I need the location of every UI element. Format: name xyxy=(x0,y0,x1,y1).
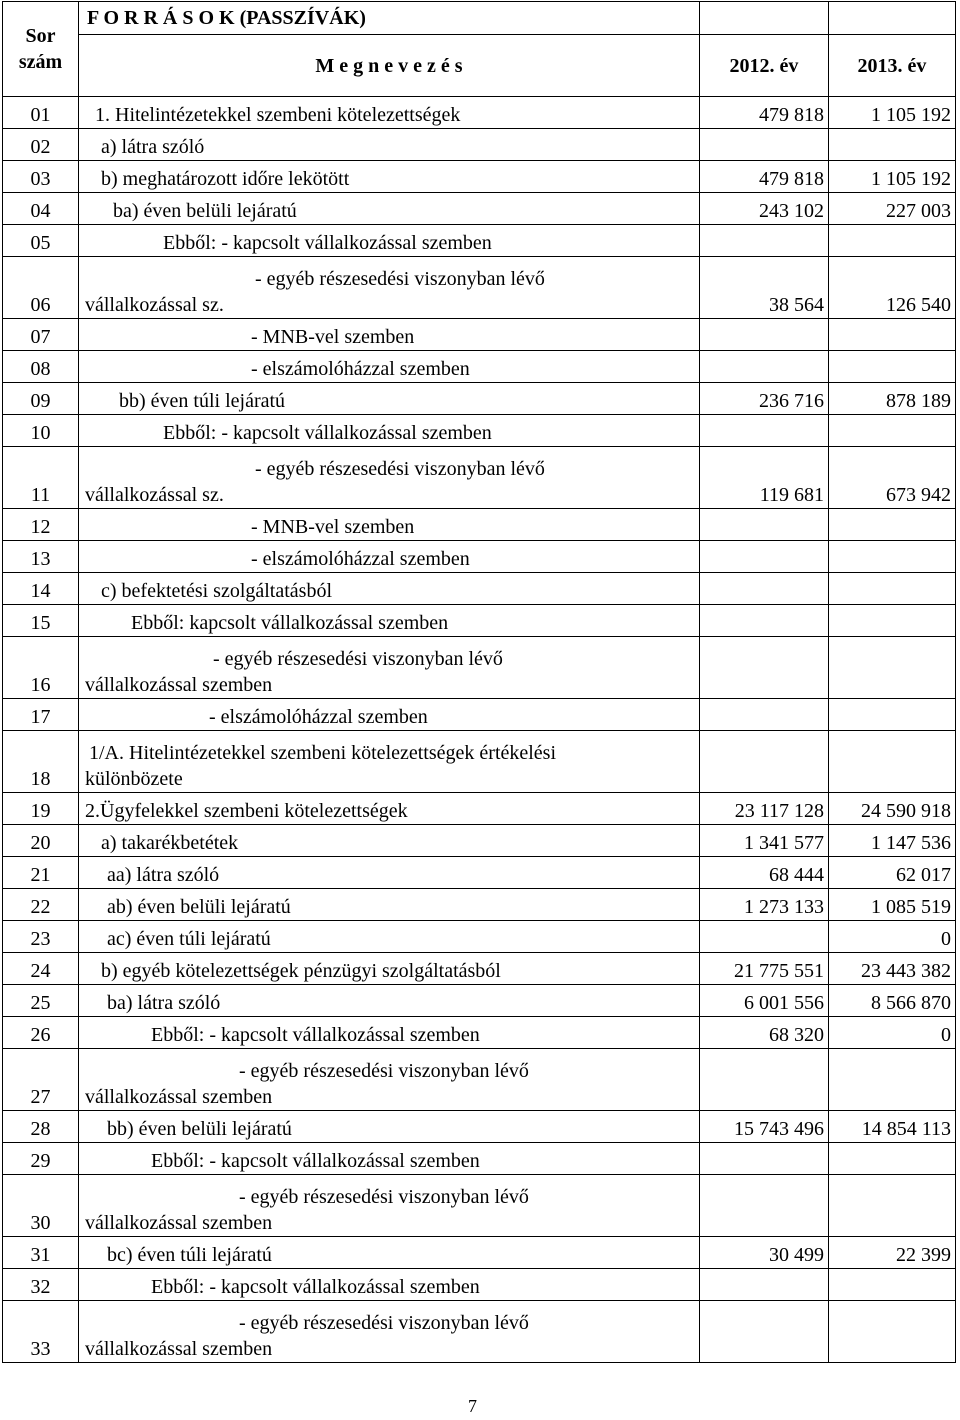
value-2013 xyxy=(829,1049,956,1111)
row-label: a) látra szóló xyxy=(79,129,700,161)
col-header-sor-line1: Sor xyxy=(25,25,56,47)
row-number: 10 xyxy=(3,415,79,447)
table-row xyxy=(3,731,956,793)
table-row xyxy=(3,1111,956,1143)
table-row xyxy=(3,1175,956,1237)
row-number: 02 xyxy=(3,129,79,161)
table-row xyxy=(3,1269,956,1301)
row-number: 17 xyxy=(3,699,79,731)
table-row xyxy=(3,193,956,225)
table-row xyxy=(3,985,956,1017)
value-2012 xyxy=(700,637,829,699)
row-number: 01 xyxy=(3,97,79,129)
row-label: ba) éven belüli lejáratú xyxy=(79,193,700,225)
row-number: 13 xyxy=(3,541,79,573)
row-label-line2: különbözete xyxy=(85,768,183,790)
row-number: 32 xyxy=(3,1269,79,1301)
row-label-line1: 1/A. Hitelintézetekkel szembeni kötelezettségek értékelési xyxy=(89,742,557,764)
row-number: 28 xyxy=(3,1111,79,1143)
row-number: 20 xyxy=(3,825,79,857)
row-number: 14 xyxy=(3,573,79,605)
value-2012 xyxy=(700,541,829,573)
row-label: ac) éven túli lejáratú xyxy=(79,921,700,953)
row-label-line2: vállalkozással szemben xyxy=(85,674,273,696)
value-2013: 62 017 xyxy=(829,857,956,889)
value-2012 xyxy=(700,129,829,161)
value-2012 xyxy=(700,605,829,637)
value-2013 xyxy=(829,225,956,257)
table-row xyxy=(3,857,956,889)
value-2013: 126 540 xyxy=(829,257,956,319)
value-2013: 24 590 918 xyxy=(829,793,956,825)
table-row xyxy=(3,1301,956,1363)
value-2012 xyxy=(700,1269,829,1301)
table-row xyxy=(3,161,956,193)
value-2012 xyxy=(700,921,829,953)
table-row xyxy=(3,825,956,857)
value-2012: 236 716 xyxy=(700,383,829,415)
value-2013 xyxy=(829,1175,956,1237)
table-row xyxy=(3,921,956,953)
row-label: 2.Ügyfelekkel szembeni kötelezettségek xyxy=(79,793,700,825)
row-label xyxy=(79,1301,700,1363)
table-row xyxy=(3,319,956,351)
row-number: 07 xyxy=(3,319,79,351)
row-label xyxy=(79,637,700,699)
row-label: - MNB-vel szemben xyxy=(79,319,700,351)
value-2012: 38 564 xyxy=(700,257,829,319)
value-2013 xyxy=(829,415,956,447)
row-number: 31 xyxy=(3,1237,79,1269)
row-label: 1. Hitelintézetekkel szembeni kötelezettségek xyxy=(79,97,700,129)
row-label: - elszámolóházzal szemben xyxy=(79,351,700,383)
row-label: - MNB-vel szemben xyxy=(79,509,700,541)
row-number: 09 xyxy=(3,383,79,415)
value-2012: 21 775 551 xyxy=(700,953,829,985)
value-2012: 119 681 xyxy=(700,447,829,509)
row-label: bb) éven belüli lejáratú xyxy=(79,1111,700,1143)
value-2013: 8 566 870 xyxy=(829,985,956,1017)
value-2013 xyxy=(829,509,956,541)
row-label-line2: vállalkozással szemben xyxy=(85,1086,273,1108)
row-label xyxy=(79,731,700,793)
value-2013 xyxy=(829,605,956,637)
row-label-line1: - egyéb részesedési viszonyban lévő xyxy=(239,1312,529,1334)
row-number: 26 xyxy=(3,1017,79,1049)
row-label xyxy=(79,1175,700,1237)
value-2012: 30 499 xyxy=(700,1237,829,1269)
value-2013: 23 443 382 xyxy=(829,953,956,985)
value-2012 xyxy=(700,1301,829,1363)
row-number: 08 xyxy=(3,351,79,383)
value-2013 xyxy=(829,637,956,699)
row-label: Ebből: - kapcsolt vállalkozással szemben xyxy=(79,225,700,257)
table-row xyxy=(3,129,956,161)
row-number: 33 xyxy=(3,1301,79,1363)
header-row-columns xyxy=(3,35,956,97)
value-2012: 243 102 xyxy=(700,193,829,225)
value-2012: 68 444 xyxy=(700,857,829,889)
value-2012 xyxy=(700,731,829,793)
row-label-line2: vállalkozással sz. xyxy=(85,294,224,316)
row-label: bb) éven túli lejáratú xyxy=(79,383,700,415)
value-2013 xyxy=(829,1143,956,1175)
value-2012: 6 001 556 xyxy=(700,985,829,1017)
row-number: 16 xyxy=(3,637,79,699)
table-row xyxy=(3,1017,956,1049)
row-label-line1: - egyéb részesedési viszonyban lévő xyxy=(255,458,545,480)
value-2013: 227 003 xyxy=(829,193,956,225)
row-number: 11 xyxy=(3,447,79,509)
value-2012 xyxy=(700,1175,829,1237)
row-label-line2: vállalkozással sz. xyxy=(85,484,224,506)
value-2013: 1 105 192 xyxy=(829,97,956,129)
row-label: ab) éven belüli lejáratú xyxy=(79,889,700,921)
row-number: 19 xyxy=(3,793,79,825)
value-2012: 15 743 496 xyxy=(700,1111,829,1143)
row-label: bc) éven túli lejáratú xyxy=(79,1237,700,1269)
value-2012 xyxy=(700,573,829,605)
row-label-line1: - egyéb részesedési viszonyban lévő xyxy=(213,648,503,670)
row-number: 18 xyxy=(3,731,79,793)
value-2013 xyxy=(829,541,956,573)
table-row xyxy=(3,257,956,319)
table-row xyxy=(3,889,956,921)
col-header-name: M e g n e v e z é s xyxy=(79,35,700,97)
col-header-sor-line2: szám xyxy=(18,51,63,73)
value-2012 xyxy=(700,319,829,351)
value-2012 xyxy=(700,1143,829,1175)
value-2012: 1 341 577 xyxy=(700,825,829,857)
table-row xyxy=(3,605,956,637)
row-label: - elszámolóházzal szemben xyxy=(79,699,700,731)
table-title: F O R R Á S O K (PASSZÍVÁK) xyxy=(79,2,700,35)
row-number: 15 xyxy=(3,605,79,637)
value-2013: 1 085 519 xyxy=(829,889,956,921)
header-row-title xyxy=(3,2,956,35)
value-2013: 878 189 xyxy=(829,383,956,415)
value-2013 xyxy=(829,351,956,383)
table-row xyxy=(3,415,956,447)
row-number: 21 xyxy=(3,857,79,889)
table-row xyxy=(3,1237,956,1269)
row-label: Ebből: - kapcsolt vállalkozással szemben xyxy=(79,1269,700,1301)
table-row xyxy=(3,225,956,257)
value-2013 xyxy=(829,1301,956,1363)
row-number: 29 xyxy=(3,1143,79,1175)
value-2013 xyxy=(829,1269,956,1301)
table-row xyxy=(3,637,956,699)
value-2012: 1 273 133 xyxy=(700,889,829,921)
value-2013: 1 147 536 xyxy=(829,825,956,857)
table-row xyxy=(3,573,956,605)
row-label: aa) látra szóló xyxy=(79,857,700,889)
row-label: b) meghatározott időre lekötött xyxy=(79,161,700,193)
value-2013 xyxy=(829,699,956,731)
table-row xyxy=(3,351,956,383)
row-number: 24 xyxy=(3,953,79,985)
empty-header-cell xyxy=(829,2,956,35)
value-2012 xyxy=(700,699,829,731)
row-number: 27 xyxy=(3,1049,79,1111)
value-2013 xyxy=(829,573,956,605)
value-2013 xyxy=(829,319,956,351)
value-2013 xyxy=(829,731,956,793)
table-row xyxy=(3,793,956,825)
row-label xyxy=(79,1049,700,1111)
row-number: 30 xyxy=(3,1175,79,1237)
table-row xyxy=(3,447,956,509)
row-number: 06 xyxy=(3,257,79,319)
col-header-2013: 2013. év xyxy=(829,35,956,97)
table-row xyxy=(3,1143,956,1175)
value-2013: 14 854 113 xyxy=(829,1111,956,1143)
value-2012 xyxy=(700,225,829,257)
value-2012 xyxy=(700,415,829,447)
table-row xyxy=(3,699,956,731)
value-2012: 68 320 xyxy=(700,1017,829,1049)
table-row xyxy=(3,509,956,541)
value-2012: 479 818 xyxy=(700,97,829,129)
value-2012: 23 117 128 xyxy=(700,793,829,825)
col-header-sor xyxy=(3,2,79,97)
table-row xyxy=(3,541,956,573)
row-label: Ebből: - kapcsolt vállalkozással szemben xyxy=(79,415,700,447)
value-2013 xyxy=(829,129,956,161)
row-label: Ebből: - kapcsolt vállalkozással szemben xyxy=(79,1017,700,1049)
row-label xyxy=(79,257,700,319)
row-label: - elszámolóházzal szemben xyxy=(79,541,700,573)
row-label: c) befektetési szolgáltatásból xyxy=(79,573,700,605)
empty-header-cell xyxy=(700,2,829,35)
row-label: Ebből: kapcsolt vállalkozással szemben xyxy=(79,605,700,637)
row-label-line1: - egyéb részesedési viszonyban lévő xyxy=(255,268,545,290)
row-label-line1: - egyéb részesedési viszonyban lévő xyxy=(239,1186,529,1208)
row-number: 03 xyxy=(3,161,79,193)
value-2012: 479 818 xyxy=(700,161,829,193)
row-label xyxy=(79,447,700,509)
liabilities-table xyxy=(2,1,956,1363)
row-number: 04 xyxy=(3,193,79,225)
row-label-line2: vállalkozással szemben xyxy=(85,1338,273,1360)
value-2012 xyxy=(700,1049,829,1111)
row-label: a) takarékbetétek xyxy=(79,825,700,857)
value-2013: 673 942 xyxy=(829,447,956,509)
col-header-2012: 2012. év xyxy=(700,35,829,97)
table-row xyxy=(3,1049,956,1111)
row-label: ba) látra szóló xyxy=(79,985,700,1017)
row-number: 22 xyxy=(3,889,79,921)
row-number: 23 xyxy=(3,921,79,953)
table-row xyxy=(3,383,956,415)
row-label: b) egyéb kötelezettségek pénzügyi szolgáltatásból xyxy=(79,953,700,985)
row-number: 25 xyxy=(3,985,79,1017)
row-number: 05 xyxy=(3,225,79,257)
row-label: Ebből: - kapcsolt vállalkozással szemben xyxy=(79,1143,700,1175)
value-2013: 1 105 192 xyxy=(829,161,956,193)
value-2012 xyxy=(700,509,829,541)
value-2013: 0 xyxy=(829,921,956,953)
table-row xyxy=(3,97,956,129)
row-label-line2: vállalkozással szemben xyxy=(85,1212,273,1234)
value-2012 xyxy=(700,351,829,383)
table-row xyxy=(3,953,956,985)
value-2013: 22 399 xyxy=(829,1237,956,1269)
page-number: 7 xyxy=(468,1396,477,1416)
row-number: 12 xyxy=(3,509,79,541)
value-2013: 0 xyxy=(829,1017,956,1049)
row-label-line1: - egyéb részesedési viszonyban lévő xyxy=(239,1060,529,1082)
